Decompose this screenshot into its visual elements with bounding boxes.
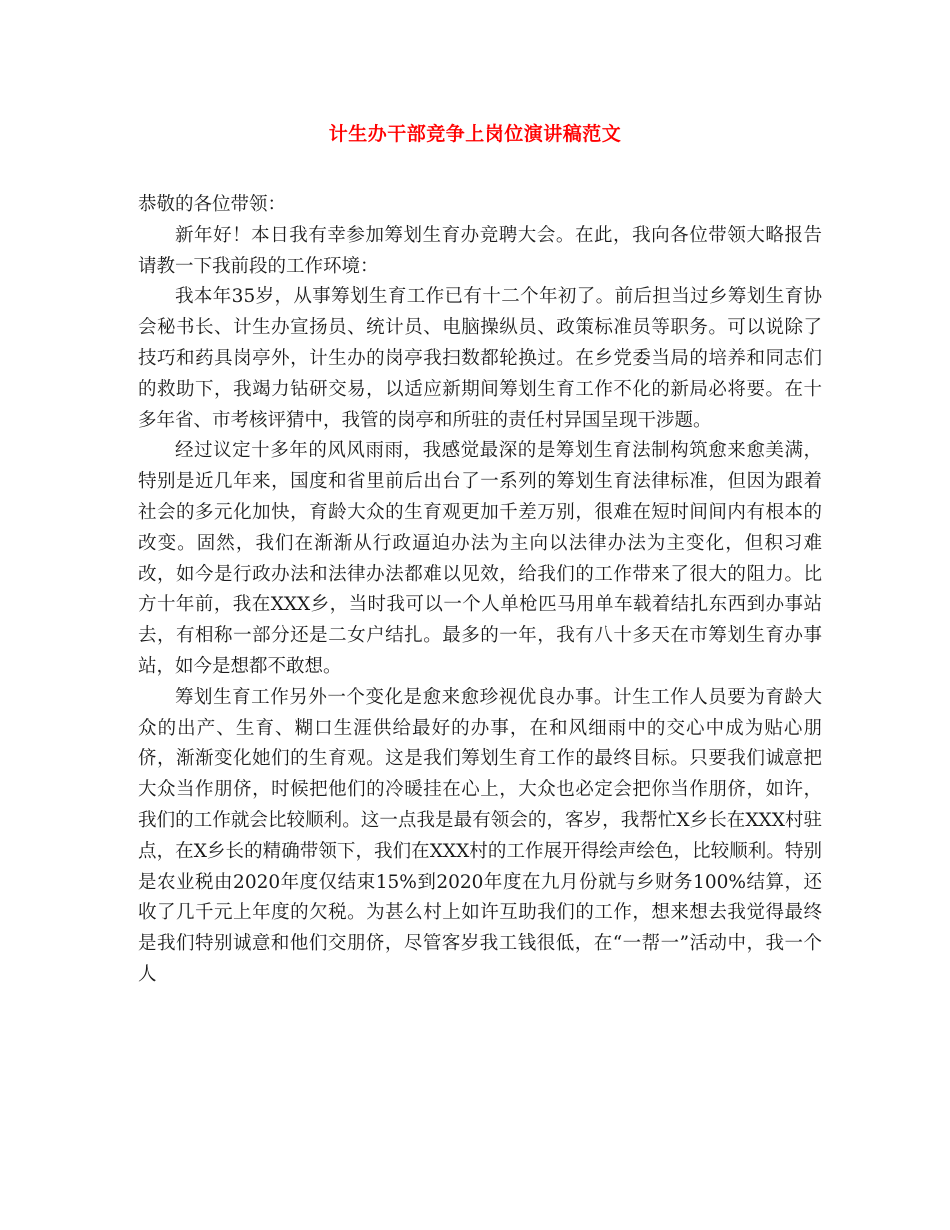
paragraph-3: 经过议定十多年的风风雨雨，我感觉最深的是筹划生育法制构筑愈来愈美满，特别是近几年来，国度和省里前后出台了一系列的筹划生育法律标准，但因为跟着社会的多元化加快，育龄大众的生育观更加千差万别，很难在短时间间内有根本的改变。固然，我们在渐渐从行政逼迫办法为主向以法律办法为主变化，但积习难改，如今是行政办法和法律办法都难以见效，给我们的工作带来了很大的阻力。比方十年前，我在XXX乡，当时我可以一个人单枪匹马用单车载着结扎东西到办事站去，有相称一部分还是二女户结扎。最多的一年，我有八十多天在市筹划生育办事站，如今是想都不敢想。	[138, 440, 822, 677]
paragraph-4: 筹划生育工作另外一个变化是愈来愈珍视优良办事。计生工作人员要为育龄大众的出产、生育、糊口生涯供给最好的办事，在和风细雨中的交心中成为贴心朋侪，渐渐变化她们的生育观。这是我们筹划生育工作的最终目标。只要我们诚意把大众当作朋侪，时候把他们的冷暖挂在心上，大众也必定会把你当作朋侪，如许，我们的工作就会比较顺利。这一点我是最有领会的，客岁，我帮忙X乡长在XXX村驻点，在X乡长的精确带领下，我们在XXX村的工作展开得绘声绘色，比较顺利。特别是农业税由2020年度仅结束15%到2020年度在九月份就与乡财务100%结算，还收了几千元上年度的欠税。为甚么村上如许互助我们的工作，想来想去我觉得最终是我们特别诚意和他们交朋侪，尽管客岁我工钱很低，在“一帮一”活动中，我一个人	[138, 686, 822, 985]
greeting-line: 恭敬的各位带领：	[138, 194, 287, 215]
document-body	[138, 190, 822, 991]
paragraph-1: 新年好！本日我有幸参加筹划生育办竞聘大会。在此，我向各位带领大略报告请教一下我前段的工作环境：	[138, 224, 822, 277]
paragraph-2: 我本年35岁，从事筹划生育工作已有十二个年初了。前后担当过乡筹划生育协会秘书长、计生办宣扬员、统计员、电脑操纵员、政策标准员等职务。可以说除了技巧和药具岗亭外，计生办的岗亭我扫数都轮换过。在乡党委当局的培养和同志们的救助下，我竭力钻研交易，以适应新期间筹划生育工作不化的新局必将要。在十多年省、市考核评猜中，我管的岗亭和所驻的责任村异国呈现干涉题。	[138, 286, 822, 431]
document-title: 计生办干部竞争上岗位演讲稿范文	[328, 123, 622, 145]
